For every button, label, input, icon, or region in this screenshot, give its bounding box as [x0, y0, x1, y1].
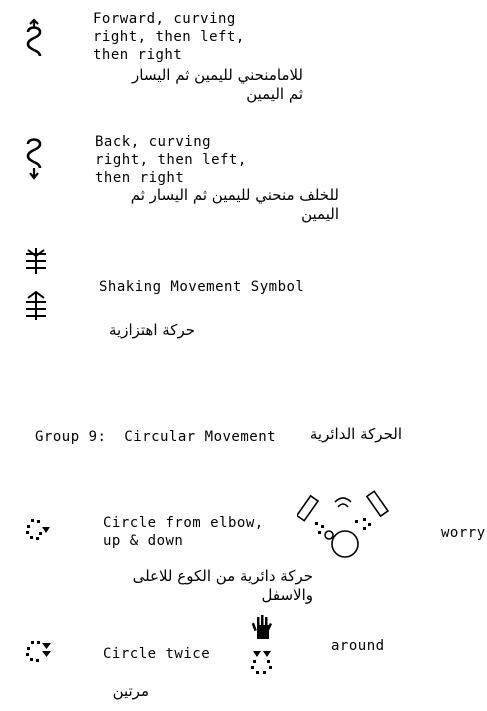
worry-sign-illustration — [297, 490, 391, 560]
back-curve-symbol-icon — [24, 138, 44, 180]
back-curve-description: Back, curving right, then left, then right — [95, 134, 247, 186]
circle-twice-arabic: مرتين — [112, 682, 149, 700]
worry-label: worry — [441, 525, 486, 541]
around-label: around — [331, 638, 385, 654]
circle-elbow-arabic: حركة دائرية من الكوع للاعلى والاسفل — [132, 567, 313, 604]
around-sign-illustration — [247, 615, 279, 675]
forward-curve-description: Forward, curving right, then left, then right — [93, 11, 245, 63]
circle-twice-description: Circle twice — [103, 646, 211, 662]
forward-curve-symbol-icon — [24, 18, 44, 60]
shaking-movement-symbol-icon — [24, 248, 48, 322]
circle-elbow-description: Circle from elbow, up & down — [103, 515, 264, 549]
group-heading: Group 9: Circular Movement — [35, 429, 277, 445]
shaking-arabic: حركة اهتزازية — [108, 321, 195, 339]
shaking-description: Shaking Movement Symbol — [99, 279, 305, 295]
circle-dots-down-symbol-icon — [25, 518, 51, 542]
forward-curve-arabic: للامامنحني لليمين ثم اليسار ثم اليمين — [132, 66, 303, 103]
circle-twice-symbol-icon — [25, 640, 53, 664]
group-heading-arabic: الحركة الدائرية — [309, 425, 402, 443]
back-curve-arabic: للخلف منحني لليمين ثم اليسار ثم اليمين — [130, 186, 339, 223]
